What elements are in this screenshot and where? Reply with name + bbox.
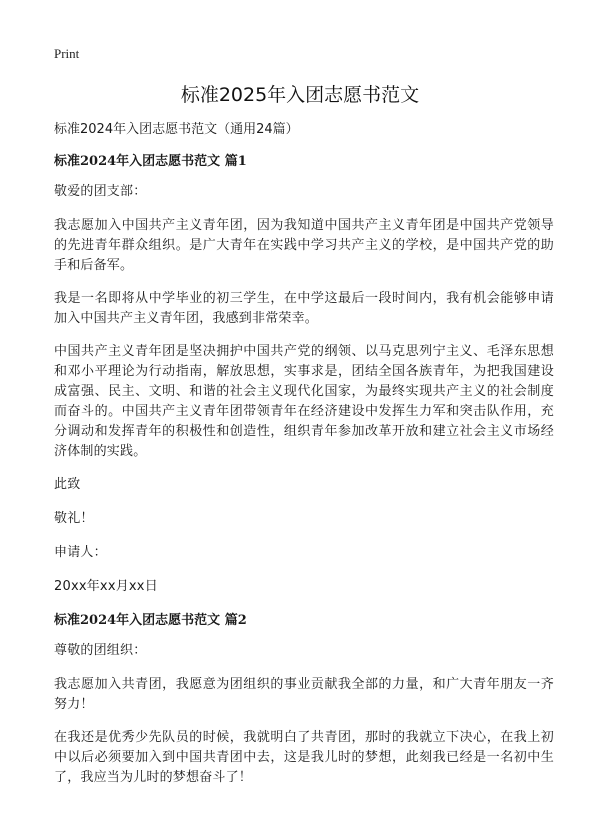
salutation: 敬爱的团支部： [54, 184, 147, 199]
paragraph: 在我还是优秀少先队员的时候，我就明白了共青团，那时的我就立下决心，在我上初中以后必须要加入到中国共青团中去，这是我儿时的梦想，此刻我已经是一名初中生了，我应当为儿时的梦想奋斗了！ [54, 730, 554, 785]
print-link[interactable]: Print [54, 46, 80, 61]
paragraph: 我志愿加入共青团，我愿意为团组织的事业贡献我全部的力量，和广大青年朋友一齐努力！ [54, 677, 554, 712]
applicant-label: 申请人： [54, 545, 107, 560]
paragraph: 中国共产主义青年团是坚决拥护中国共产党的纲领、以马克思列宁主义、毛泽东思想和邓小平理论为行动指南，解放思想，实事求是，团结全国各族青年，为把我国建设成富强、民主、文明、和谐的社会主义现代化国家，为最终实现共产主义的社会制度而奋斗的。中国共产主义青年团带领青年在经济建设中发挥生力军和突击队作用，充分调动和发挥青年的积极性和创造性，组织青年参加改革开放和建立社会主义市场经济体制的实践。 [54, 344, 554, 459]
closing: 此致 [54, 477, 81, 492]
document-subtitle: 标准2024年入团志愿书范文（通用24篇） [54, 122, 299, 137]
paragraph: 我是一名即将从中学毕业的初三学生，在中学这最后一段时间内，我有机会能够申请加入中国共产主义青年团，我感到非常荣幸。 [54, 291, 554, 326]
section-2 [54, 611, 554, 788]
page-title: 标准2025年入团志愿书范文 [180, 84, 420, 106]
section-heading: 标准2024年入团志愿书范文 篇2 [54, 613, 247, 628]
section-1 [54, 152, 554, 597]
document-body [54, 120, 554, 801]
section-heading: 标准2024年入团志愿书范文 篇1 [54, 154, 247, 169]
regards: 敬礼！ [54, 511, 94, 526]
paragraph: 我志愿加入中国共产主义青年团，因为我知道中国共产主义青年团是中国共产党领导的先进青年群众组织。是广大青年在实践中学习共产主义的学校，是中国共产党的助手和后备军。 [54, 218, 554, 273]
salutation: 尊敬的团组织： [54, 643, 147, 658]
date-line: 20xx年xx月xx日 [54, 579, 158, 594]
